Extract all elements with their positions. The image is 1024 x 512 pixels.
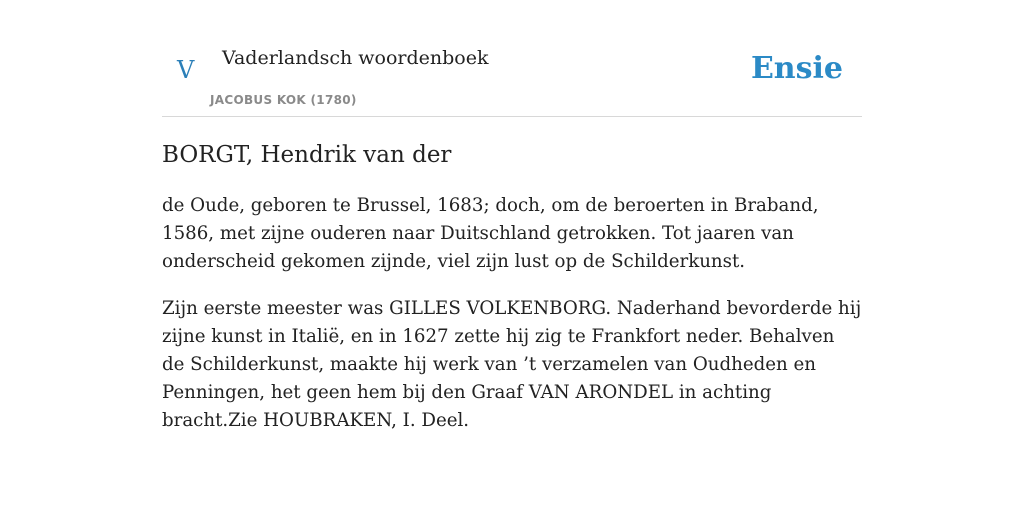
entry-body [162,192,862,454]
page-header [162,0,862,117]
entry-title: BORGT, Hendrik van der [162,142,452,168]
book-title-link[interactable]: Vaderlandsch woordenboek [222,47,489,69]
entry-paragraph: Zijn eerste meester was GILLES VOLKENBORG. Naderhand bevorderde hij zijne kunst in Italië, en in 1627 zette hij zig te Frankfort neder. Behalven de Schilderkunst, maakte hij werk van ’t verzamelen van Oudheden en Penningen, het geen hem bij den Graaf VAN ARONDEL in achting bracht.Zie HOUBRAKEN, I. Deel. [162,298,862,431]
book-author: JACOBUS KOK (1780) [210,93,357,107]
ensie-logo-link[interactable]: Ensie [750,51,843,86]
book-letter-icon: V [177,56,195,84]
entry-paragraph: de Oude, geboren te Brussel, 1683; doch, om de beroerten in Braband, 1586, met zijne ouderen naar Duitschland getrokken. Tot jaaren van onderscheid gekomen zijnde, viel zijn lust op de Schilderkunst. [162,195,819,272]
